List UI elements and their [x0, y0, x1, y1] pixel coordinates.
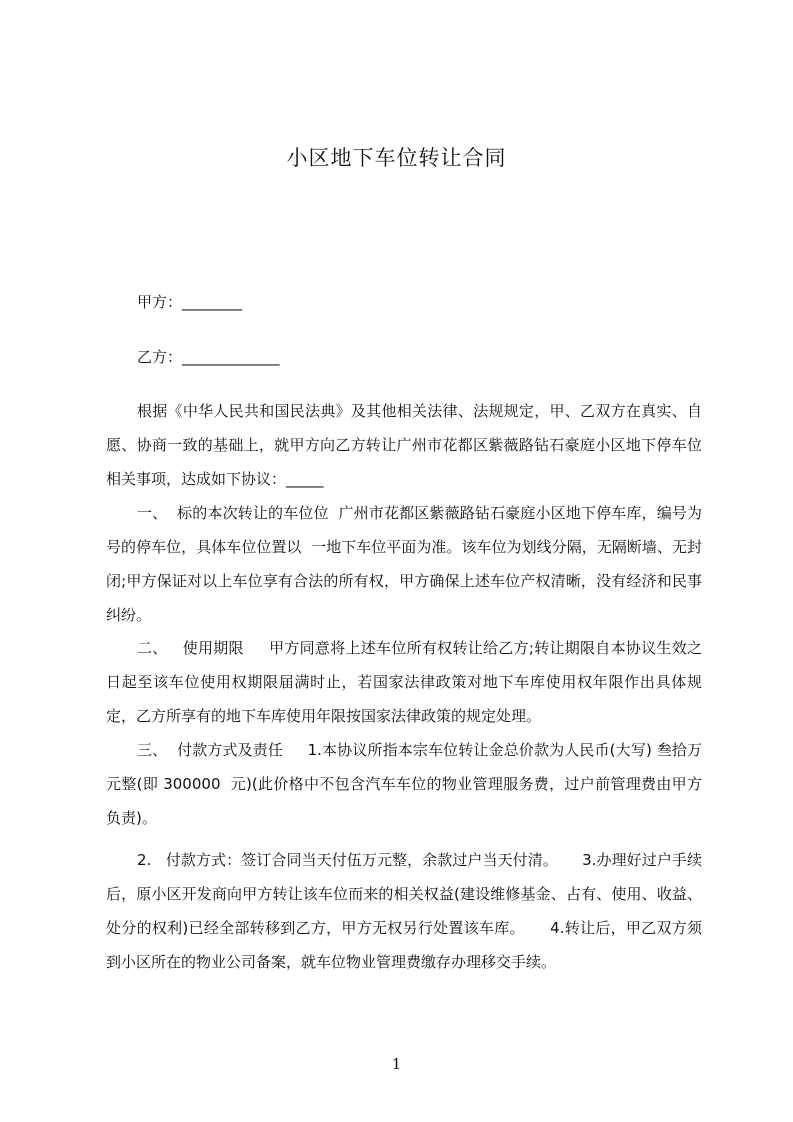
page-number: 1	[391, 1055, 402, 1073]
clause-1-paragraph: 一、 标的本次转让的车位位 广州市花都区紫薇路钻石豪庭小区地下停车库，编号为 号的停车位，具体车位位置以 一地下车位平面为准。该车位为划线分隔，无隔断墙、无封闭;甲方保证对以上车位享有合法的所有权，甲方确保上述车位产权清晰，没有经济和民事纠纷。	[106, 504, 712, 624]
clause-3-payment-paragraph: 2. 付款方式：签订合同当天付伍万元整，余款过户当天付清。 3.办理好过户手续后，原小区开发商向甲方转让该车位而来的相关权益(建设维修基金、占有、使用、收益、处分的权利)已经全部转移到乙方，甲方无权另行处置该车库。 4.转让后，甲乙双方须到小区所在的物业公司备案，就车位物业管理费缴存办理移交手续。	[106, 851, 702, 971]
document-title: 小区地下车位转让合同	[286, 146, 507, 170]
party-a-line: 甲方：________	[137, 293, 243, 311]
party-b-line: 乙方：_____________	[137, 348, 280, 366]
clause-3-paragraph: 三、 付款方式及责任 1.本协议所指本宗车位转让金总价款为人民币(大写) 叁拾万元整(即 300000 元)(此价格中不包含汽车车位的物业管理服务费，过户前管理费由甲方负责)。	[106, 741, 702, 827]
clause-2-paragraph: 二、 使用期限 甲方同意将上述车位所有权转让给乙方;转让期限自本协议生效之日起至该车位使用权期限届满时止，若国家法律政策对地下车库使用权年限作出具体规定，乙方所享有的地下车库使用年限按国家法律政策的规定处理。	[106, 639, 702, 725]
preamble-paragraph: 根据《中华人民共和国民法典》及其他相关法律、法规规定，甲、乙双方在真实、自愿、协商一致的基础上，就甲方向乙方转让广州市花都区紫薇路钻石豪庭小区地下停车位相关事项，达成如下协议：_____	[106, 402, 702, 488]
